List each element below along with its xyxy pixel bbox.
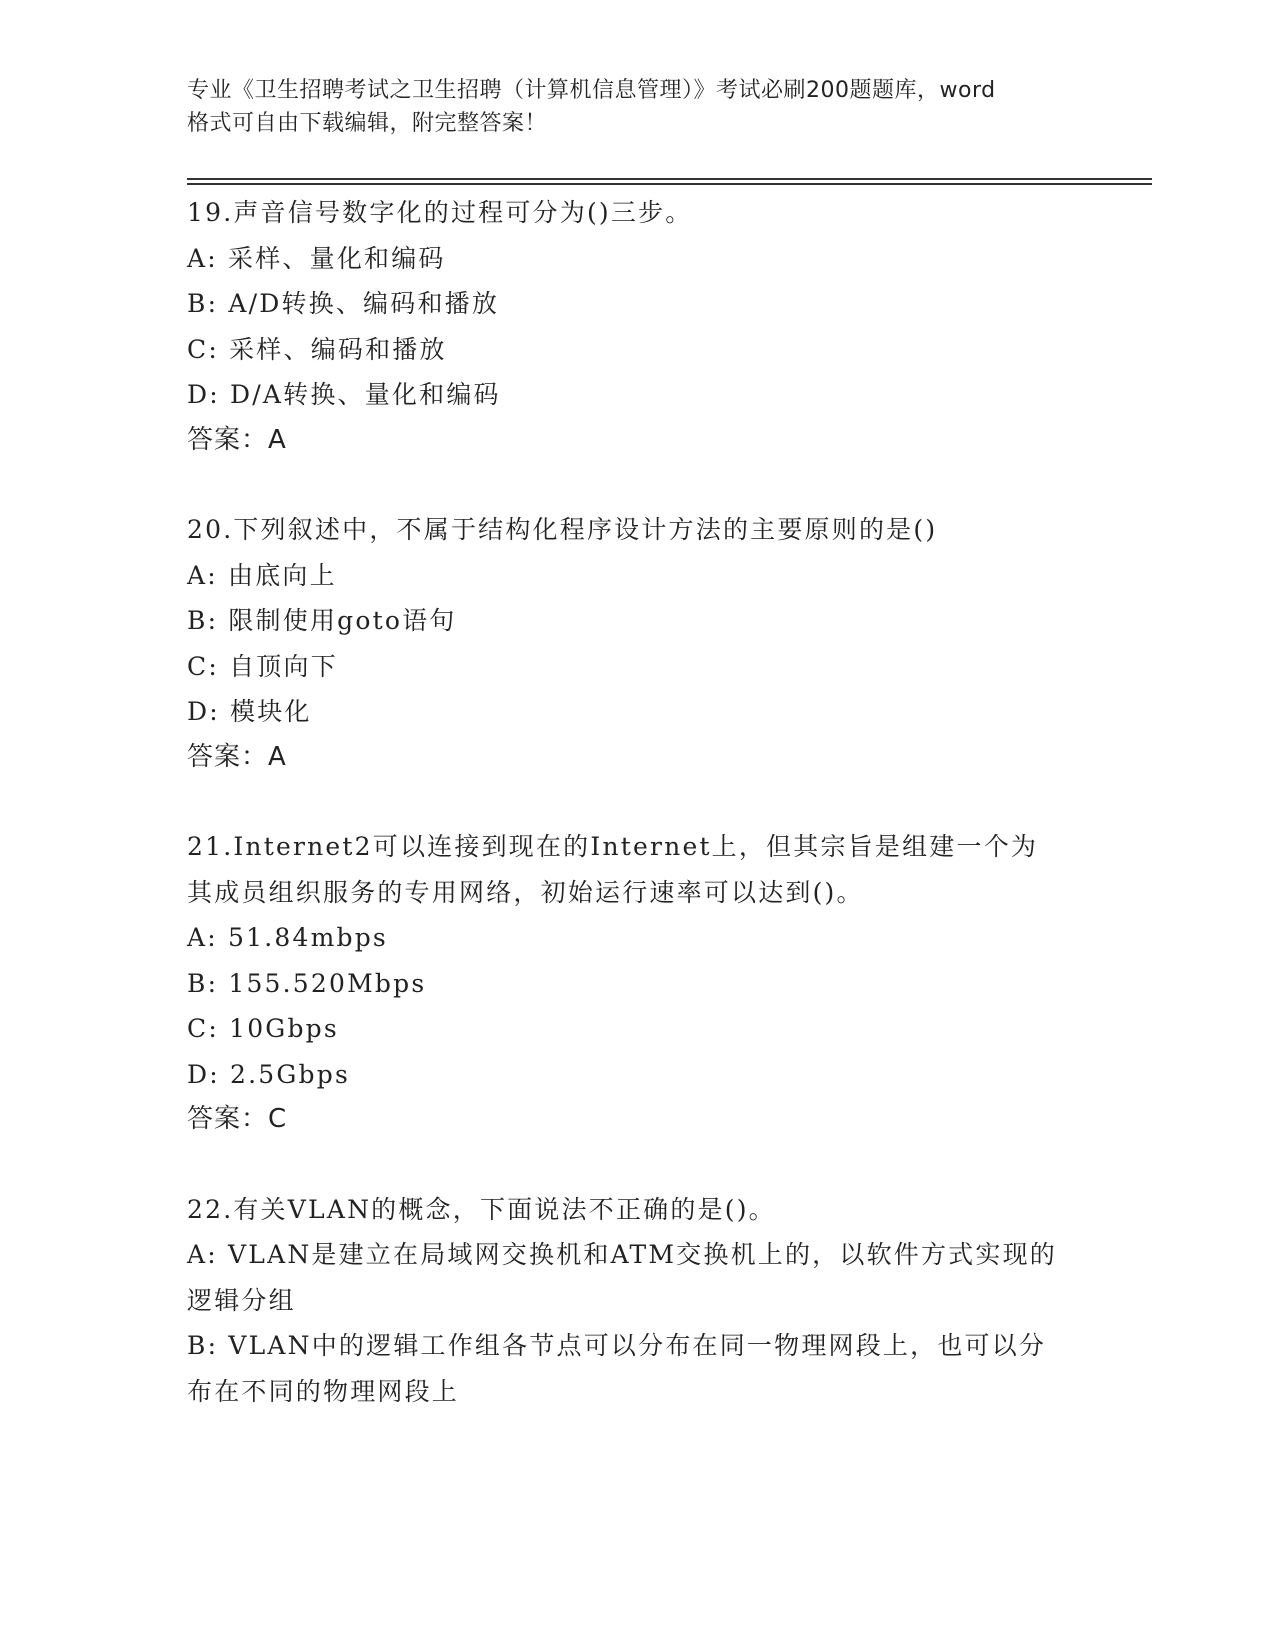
question-21 bbox=[187, 824, 1087, 1143]
option-d: D: 模块化 bbox=[187, 697, 312, 726]
question-list bbox=[187, 190, 1087, 1458]
option-b: B: A/D转换、编码和播放 bbox=[187, 289, 500, 318]
option-d: D: 2.5Gbps bbox=[187, 1059, 350, 1089]
question-stem: 21.Internet2可以连接到现在的Internet上，但其宗旨是组建一个为 bbox=[187, 832, 1039, 861]
question-20 bbox=[187, 507, 1087, 780]
option-c: C: 采样、编码和播放 bbox=[187, 334, 447, 364]
question-stem: 20.下列叙述中，不属于结构化程序设计方法的主要原则的是() bbox=[187, 515, 938, 544]
document-header bbox=[187, 74, 1087, 140]
option-b-continued: 布在不同的物理网段上 bbox=[187, 1376, 460, 1406]
option-a: A: 51.84mbps bbox=[187, 923, 388, 952]
answer-line: 答案：A bbox=[187, 741, 287, 772]
option-a: A: 采样、量化和编码 bbox=[187, 243, 446, 273]
option-c: C: 10Gbps bbox=[187, 1014, 339, 1043]
option-a-continued: 逻辑分组 bbox=[187, 1285, 296, 1315]
answer-line: 答案：A bbox=[187, 424, 287, 455]
header-line-2: 格式可自由下载编辑，附完整答案！ bbox=[187, 111, 548, 136]
option-b: B: VLAN中的逻辑工作组各节点可以分布在同一物理网段上，也可以分 bbox=[187, 1331, 1047, 1360]
question-stem: 19.声音信号数字化的过程可分为()三步。 bbox=[187, 198, 693, 227]
answer-line: 答案：C bbox=[187, 1104, 288, 1134]
header-line-1: 专业《卫生招聘考试之卫生招聘（计算机信息管理）》考试必刷200题题库，word bbox=[187, 78, 996, 103]
question-22 bbox=[187, 1187, 1087, 1415]
question-stem-continued: 其成员组织服务的专用网络，初始运行速率可以达到()。 bbox=[187, 877, 864, 907]
option-a: A: 由底向上 bbox=[187, 560, 337, 590]
option-d: D: D/A转换、量化和编码 bbox=[187, 380, 501, 409]
option-c: C: 自顶向下 bbox=[187, 651, 338, 681]
option-b: B: 限制使用goto语句 bbox=[187, 606, 457, 635]
header-divider-bottom bbox=[187, 183, 1152, 185]
question-stem: 22.有关VLAN的概念，下面说法不正确的是()。 bbox=[187, 1194, 776, 1224]
option-a: A: VLAN是建立在局域网交换机和ATM交换机上的，以软件方式实现的 bbox=[187, 1240, 1057, 1269]
question-19 bbox=[187, 190, 1087, 463]
header-divider-top bbox=[187, 178, 1152, 180]
option-b: B: 155.520Mbps bbox=[187, 968, 427, 998]
